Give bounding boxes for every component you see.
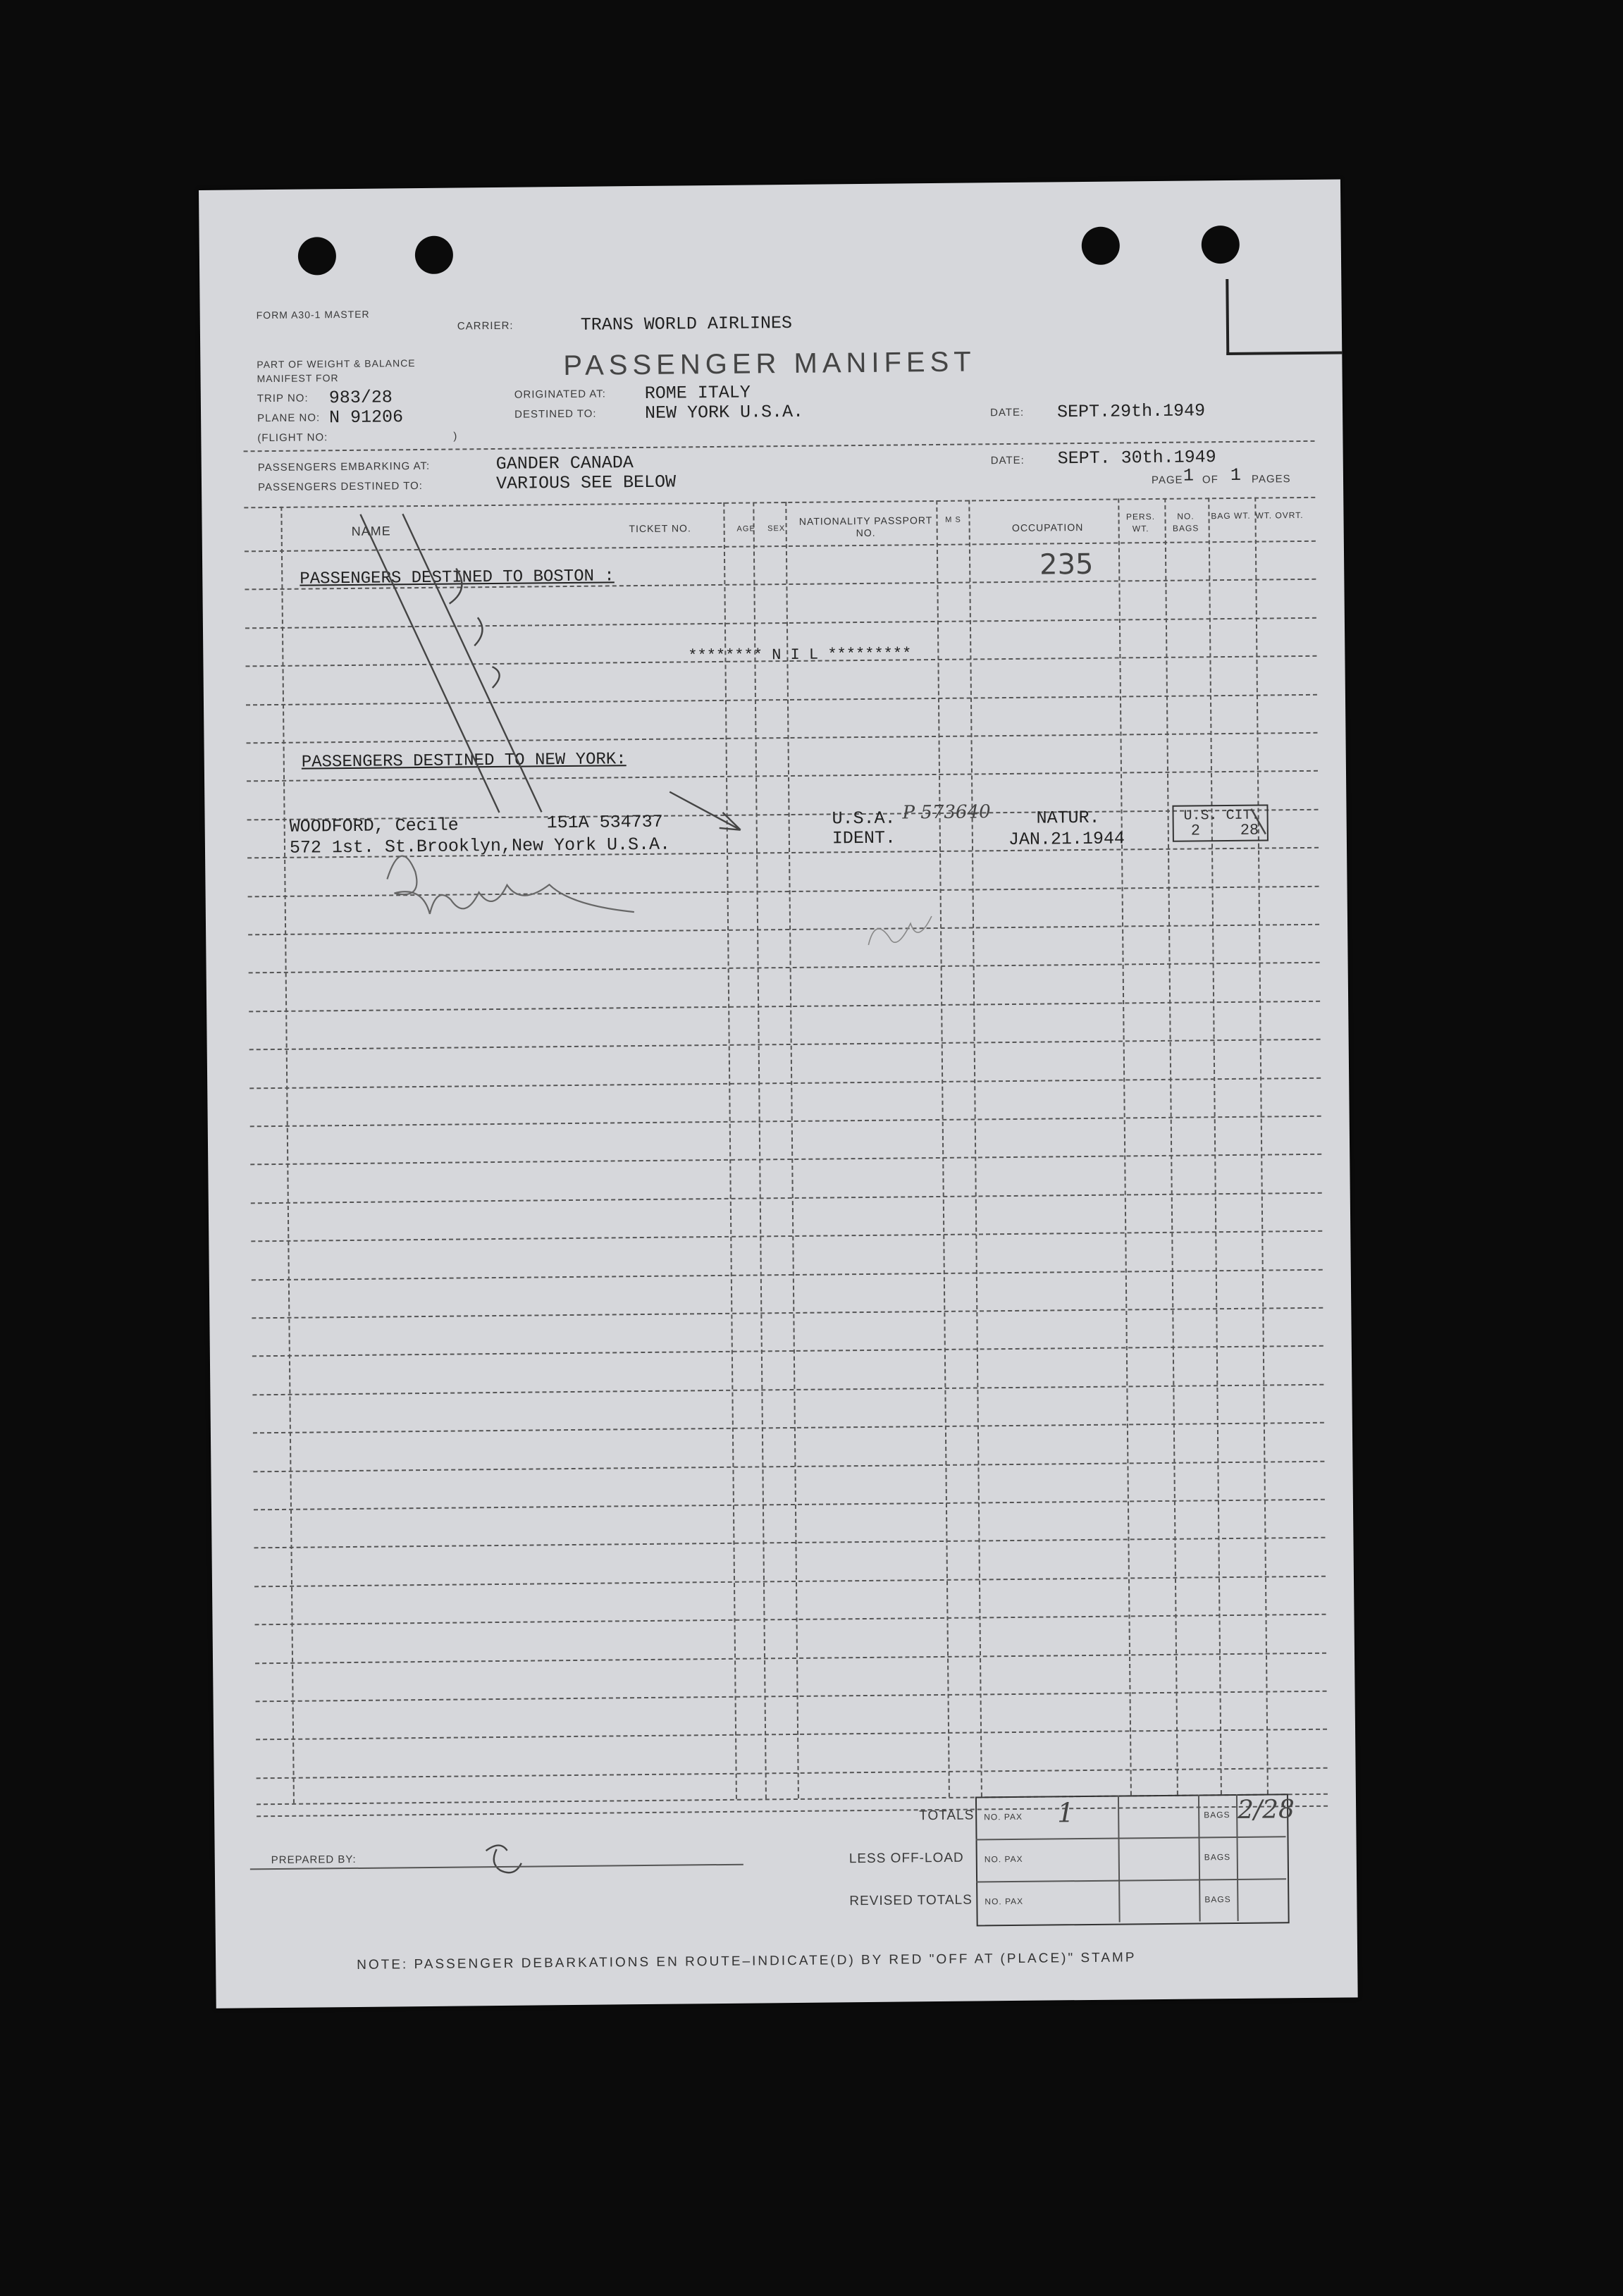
pax-count: 1 bbox=[1056, 1797, 1075, 1829]
col-no-bags: NO. BAGS bbox=[1172, 511, 1199, 533]
flight-close: ) bbox=[453, 430, 458, 443]
col-ms: M S bbox=[945, 515, 961, 524]
col-pers-wt: PERS. WT. bbox=[1125, 511, 1156, 534]
no-pax-label-1: NO. PAX bbox=[984, 1811, 1023, 1822]
originated-label: ORIGINATED AT: bbox=[514, 388, 607, 401]
citizen-stamp: U.S. CIT. 2 28 bbox=[1172, 804, 1268, 841]
prepared-by-label: PREPARED BY: bbox=[271, 1853, 357, 1867]
bags-total: 2/28 bbox=[1237, 1795, 1295, 1825]
newyork-heading: PASSENGERS DESTINED TO NEW YORK: bbox=[301, 750, 627, 772]
no-pax-label-2: NO. PAX bbox=[984, 1853, 1023, 1865]
col-wt-ovrt: WT. OVRT. bbox=[1255, 510, 1304, 521]
col-age: AGE bbox=[736, 524, 755, 533]
handwritten-annotations bbox=[199, 179, 1358, 2008]
part-label-1: PART OF WEIGHT & BALANCE bbox=[257, 357, 416, 371]
manifest-page bbox=[199, 179, 1358, 2008]
plane-label: PLANE NO: bbox=[257, 412, 321, 425]
pages-label: PAGES bbox=[1251, 473, 1291, 486]
no-pax-label-3: NO. PAX bbox=[985, 1896, 1024, 1907]
passenger-address: 572 1st. St.Brooklyn,New York U.S.A. bbox=[289, 834, 671, 858]
of-label: OF bbox=[1202, 474, 1218, 486]
trip-label: TRIP NO: bbox=[257, 392, 309, 405]
totals-label: TOTALS bbox=[919, 1808, 975, 1824]
form-number: FORM A30-1 MASTER bbox=[256, 308, 370, 321]
destined-to-value: VARIOUS SEE BELOW bbox=[495, 471, 677, 494]
embarking-label: PASSENGERS EMBARKING AT: bbox=[257, 459, 431, 474]
carrier-label: CARRIER: bbox=[457, 319, 514, 333]
passenger-nationality: U.S.A. bbox=[832, 808, 896, 829]
originated-value: ROME ITALY bbox=[644, 382, 751, 404]
less-offload-label: LESS OFF-LOAD bbox=[848, 1850, 964, 1867]
page-label: PAGE bbox=[1151, 474, 1183, 487]
flight-label: (FLIGHT NO: bbox=[257, 431, 328, 445]
col-occupation: OCCUPATION bbox=[1011, 521, 1084, 533]
col-name: NAME bbox=[351, 524, 391, 538]
pages-count: 1 bbox=[1230, 464, 1242, 486]
nil-entry: ******** N I L ********* bbox=[688, 645, 912, 665]
embarking-value: GANDER CANADA bbox=[495, 452, 634, 474]
passenger-ticket: 151A 534737 bbox=[546, 811, 663, 834]
col-nationality: NATIONALITY PASSPORT NO. bbox=[798, 514, 933, 539]
destined-value: NEW YORK U.S.A. bbox=[644, 401, 804, 424]
carrier-value: TRANS WORLD AIRLINES bbox=[580, 312, 793, 335]
bags-label-3: BAGS bbox=[1204, 1894, 1231, 1905]
destined-to-label: PASSENGERS DESTINED TO: bbox=[257, 479, 424, 494]
passenger-naturalized-date: JAN.21.1944 bbox=[1008, 828, 1125, 851]
date-value-1: SEPT.29th.1949 bbox=[1056, 400, 1206, 423]
passenger-ident: IDENT. bbox=[832, 827, 896, 849]
date-label-1: DATE: bbox=[990, 406, 1025, 419]
passenger-occupation: NATUR. bbox=[1036, 807, 1100, 829]
plane-value: N 91206 bbox=[328, 407, 404, 428]
footer-note: NOTE: PASSENGER DEBARKATIONS EN ROUTE–INDICATE(D) BY RED "OFF AT (PLACE)" STAMP bbox=[357, 1950, 1137, 1973]
destined-label: DESTINED TO: bbox=[514, 407, 597, 421]
col-sex: SEX bbox=[767, 524, 786, 533]
passenger-name: WOODFORD, Cecile bbox=[289, 815, 459, 837]
part-label-2: MANIFEST FOR bbox=[257, 372, 339, 385]
col-ticket: TICKET NO. bbox=[629, 522, 691, 535]
boston-heading: PASSENGERS DESTINED TO BOSTON : bbox=[300, 567, 615, 589]
page-title: PASSENGER MANIFEST bbox=[563, 346, 976, 382]
trip-value: 983/28 bbox=[328, 387, 393, 409]
bags-label-1: BAGS bbox=[1204, 1810, 1230, 1820]
occupation-mark: 235 bbox=[1039, 548, 1094, 581]
revised-totals-label: REVISED TOTALS bbox=[849, 1892, 973, 1909]
date-label-2: DATE: bbox=[990, 454, 1025, 467]
bags-label-2: BAGS bbox=[1204, 1852, 1231, 1863]
passenger-passport: P 573640 bbox=[902, 801, 991, 824]
date-value-2: SEPT. 30th.1949 bbox=[1057, 447, 1216, 469]
page-number: 1 bbox=[1183, 465, 1195, 486]
col-bag-wt: BAG WT. bbox=[1211, 510, 1251, 521]
